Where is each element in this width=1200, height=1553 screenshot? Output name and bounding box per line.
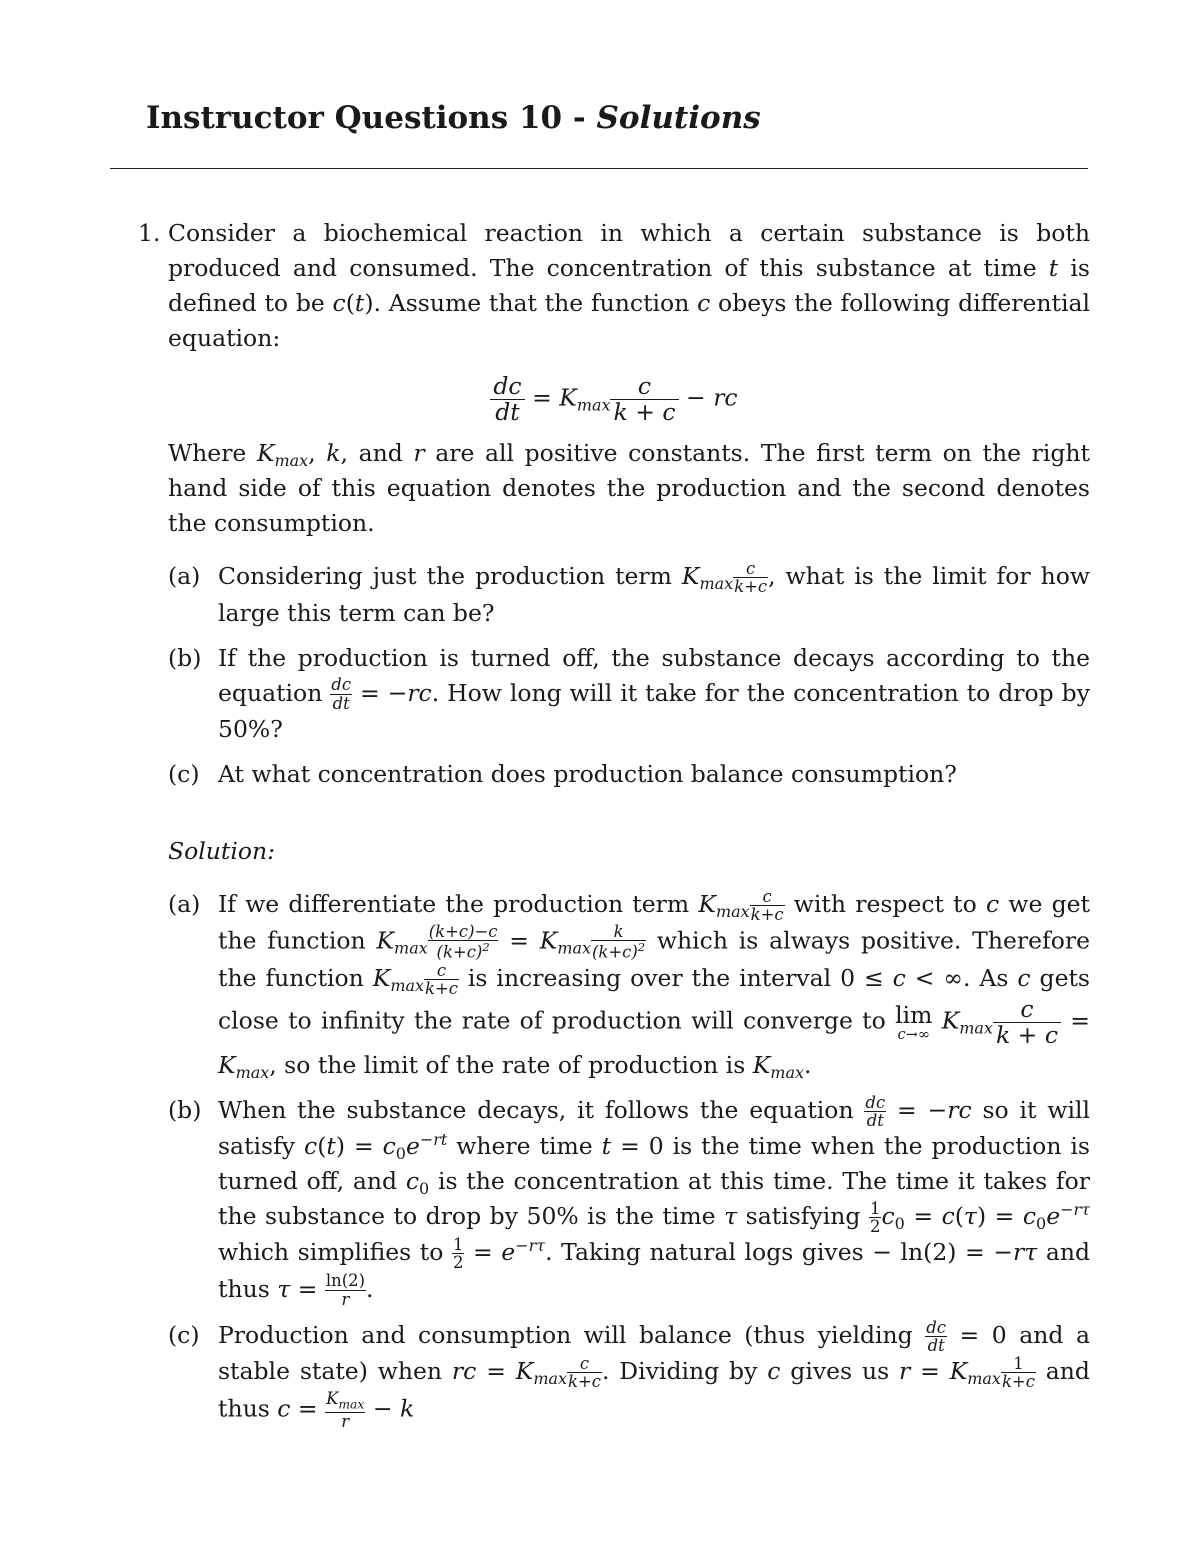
document-body xyxy=(138,216,1090,1430)
page-title xyxy=(146,100,761,136)
solution-a: (a) If we differentiate the production term $K_{max}$ $\frac{c}{k+c}$ with respect to c we get the function $K_{max}$ $\frac{(k+c)-c}{(k+c)^2}$ = $K_{max}$ $\frac{k}{(k+c)^2}$ which is always positive. Therefore the function $K_{max}$ $\frac{c}{k+c}$ is increasing over the interval 0 ≤ c < ∞. As c gets close to infinity the rate of production will converge to lim c→∞ $K_{max}$ $\frac{c}{k + c}$ = $K_{max}$, so the limit of the rate of production is $K_{max}$. xyxy=(168,886,1090,1082)
solution-c: (c) Production and consumption will balance (thus yielding $\frac{dc}{dt}$ = 0 and a stable state) when rc = $K_{max}$ $\frac{c}{k+c}$ . Dividing by c gives us $r = K_{max}$ $\frac{1}{k+c}$ and thus c = $\frac{K_{max}}{r}$ − k xyxy=(168,1317,1090,1431)
question-a: (a) Considering just the production term $K_{max}$ $\frac{c}{k+c}$ , what is the limit for how large this term can be? xyxy=(168,559,1090,627)
problem-number: 1. xyxy=(138,219,161,247)
solution-b: (b) When the substance decays, it follows the equation $\frac{dc}{dt}$ = −rc so it will satisfy $c(t) = c_0e^{-rt}$ where time t = 0 is the time when the production is turned off, and $c_0$ is the concentration at this time. The time it takes for the substance to drop by 50% is the time τ satisfying $\frac{1}{2}$ $c_0 = c(\tau) = c_0e^{-r\tau}$ which simplifies to $\frac{1}{2}$ = $e^{-r\tau}$. Taking natural logs gives − ln(2) = −rτ and thus τ = $\frac{\ln(2)}{r}$ . xyxy=(168,1092,1091,1309)
question-c: (c) At what concentration does production balance consumption? xyxy=(168,759,957,788)
problem-1 xyxy=(138,216,1090,356)
problem-intro: Consider a biochemical reaction in which a certain substance is both produced and consumed. The concentration of this substance at time t is defined to be c(t). Assume that the function c obeys the following differential equation: xyxy=(168,219,1091,352)
constants-paragraph: Where $K_{max}$, k, and r are all positive constants. The first term on the right hand side of this equation denotes the production and the second denotes the consumption. xyxy=(168,439,1090,538)
differential-equation: $\frac{dc}{dt}$ = $K_{max}$ $\frac{c}{k + c}$ − rc xyxy=(138,374,1090,424)
title-main: Instructor Questions 10 - xyxy=(146,100,597,136)
question-b: (b) If the production is turned off, the substance decays according to the equation $\frac{dc}{dt}$ = −rc. How long will it take for the concentration to drop by 50%? xyxy=(168,643,1090,743)
title-divider xyxy=(110,168,1088,169)
title-italic: Solutions xyxy=(596,100,761,136)
solution-heading: Solution: xyxy=(168,836,276,865)
